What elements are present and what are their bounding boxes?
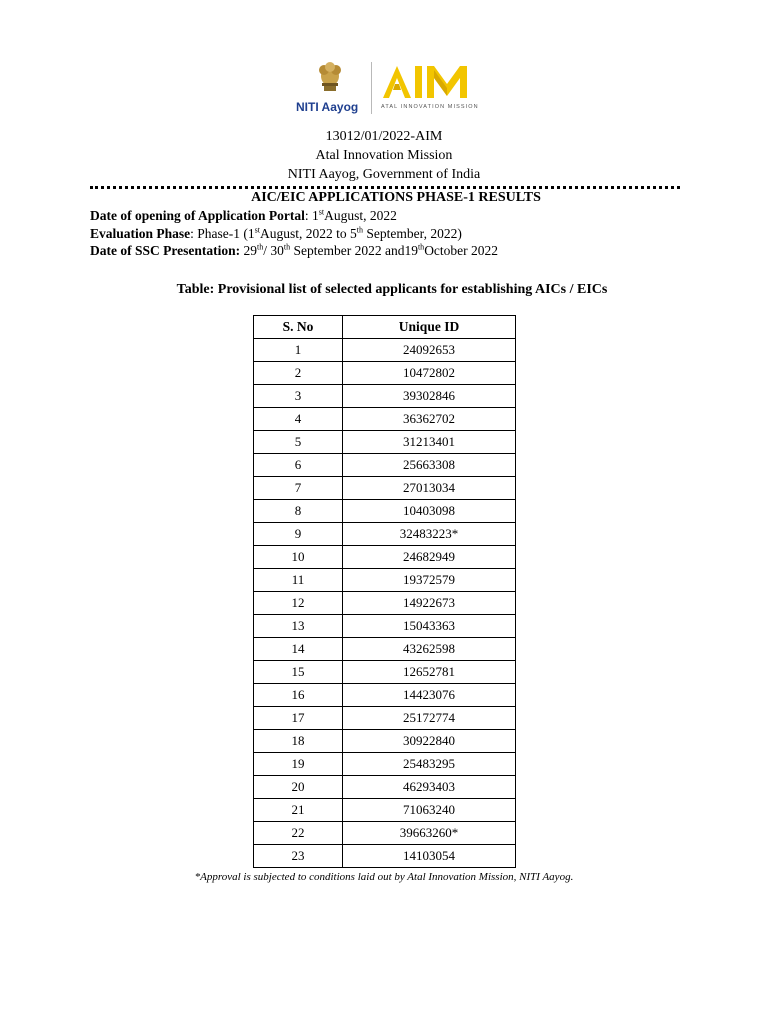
serial-number-cell: 18 [254, 730, 343, 753]
serial-number-cell: 23 [254, 845, 343, 868]
serial-number-cell: 20 [254, 776, 343, 799]
opening-date-rest: August, 2022 [324, 208, 397, 223]
unique-id-cell: 39302846 [343, 385, 516, 408]
unique-id-cell: 43262598 [343, 638, 516, 661]
unique-id-cell: 14103054 [343, 845, 516, 868]
unique-id-cell: 12652781 [343, 661, 516, 684]
table-row [254, 615, 516, 638]
table-body [254, 339, 516, 868]
serial-number-cell: 19 [254, 753, 343, 776]
unique-id-cell: 27013034 [343, 477, 516, 500]
serial-number-cell: 11 [254, 569, 343, 592]
ssc-sup-2: th [283, 242, 291, 252]
unique-id-cell: 32483223* [343, 523, 516, 546]
serial-number-cell: 17 [254, 707, 343, 730]
opening-date-sup: st [318, 207, 325, 217]
serial-number-cell: 14 [254, 638, 343, 661]
table-row [254, 500, 516, 523]
serial-number-cell: 22 [254, 822, 343, 845]
table-row [254, 454, 516, 477]
unique-id-cell: 46293403 [343, 776, 516, 799]
unique-id-cell: 71063240 [343, 799, 516, 822]
table-row [254, 523, 516, 546]
evaluation-phase-line [90, 226, 462, 242]
unique-id-cell: 24092653 [343, 339, 516, 362]
table-row [254, 845, 516, 868]
unique-id-cell: 25483295 [343, 753, 516, 776]
column-header-serial: S. No [254, 316, 343, 339]
evaluation-phase-sup-1: st [254, 225, 261, 235]
table-row [254, 776, 516, 799]
table-row [254, 661, 516, 684]
unique-id-cell: 10403098 [343, 500, 516, 523]
ssc-presentation-line [90, 243, 498, 259]
column-header-unique-id: Unique ID [343, 316, 516, 339]
serial-number-cell: 4 [254, 408, 343, 431]
serial-number-cell: 5 [254, 431, 343, 454]
evaluation-phase-suffix: September, 2022) [363, 226, 462, 241]
evaluation-phase-middle: August, 2022 to 5 [260, 226, 357, 241]
serial-number-cell: 6 [254, 454, 343, 477]
document-title: AIC/EIC APPLICATIONS PHASE-1 RESULTS [251, 190, 541, 205]
serial-number-cell: 1 [254, 339, 343, 362]
table-row [254, 707, 516, 730]
table-row [254, 684, 516, 707]
unique-id-cell: 14423076 [343, 684, 516, 707]
unique-id-cell: 19372579 [343, 569, 516, 592]
opening-date-day: 1 [312, 208, 319, 223]
reference-number: 13012/01/2022-AIM [325, 129, 443, 144]
logo-divider [371, 62, 372, 114]
table-row [254, 339, 516, 362]
ssc-sup-1: th [256, 242, 264, 252]
serial-number-cell: 12 [254, 592, 343, 615]
serial-number-cell: 8 [254, 500, 343, 523]
unique-id-cell: 14922673 [343, 592, 516, 615]
table-header-row [254, 316, 516, 339]
unique-id-cell: 30922840 [343, 730, 516, 753]
aim-logo-subtitle: ATAL INNOVATION MISSION [381, 104, 479, 110]
organization-name: NITI Aayog, Government of India [287, 167, 481, 182]
approval-footnote: *Approval is subjected to conditions laid out by Atal Innovation Mission, NITI Aayog. [194, 871, 574, 883]
table-row [254, 822, 516, 845]
serial-number-cell: 16 [254, 684, 343, 707]
aim-logo-icon [381, 64, 477, 100]
mission-name: Atal Innovation Mission [315, 148, 453, 163]
table-row [254, 592, 516, 615]
table-row [254, 730, 516, 753]
ssc-part-4: October 2022 [424, 243, 499, 258]
table-row [254, 408, 516, 431]
evaluation-phase-label: Evaluation Phase [90, 226, 191, 241]
table-row [254, 753, 516, 776]
unique-id-cell: 31213401 [343, 431, 516, 454]
table-row [254, 546, 516, 569]
serial-number-cell: 13 [254, 615, 343, 638]
serial-number-cell: 9 [254, 523, 343, 546]
table-row [254, 385, 516, 408]
table-caption: Table: Provisional list of selected applicants for establishing AICs / EICs [176, 282, 608, 297]
evaluation-phase-sup-2: th [356, 225, 364, 235]
results-table [253, 315, 516, 868]
unique-id-cell: 39663260* [343, 822, 516, 845]
table-row [254, 477, 516, 500]
table-row [254, 431, 516, 454]
unique-id-cell: 25663308 [343, 454, 516, 477]
opening-date-sep: : [304, 208, 313, 223]
serial-number-cell: 3 [254, 385, 343, 408]
serial-number-cell: 7 [254, 477, 343, 500]
serial-number-cell: 21 [254, 799, 343, 822]
opening-date-line [90, 208, 397, 224]
header-logo [296, 58, 486, 118]
ssc-part-2: / 30 [263, 243, 284, 258]
header-divider [90, 186, 680, 189]
evaluation-phase-sep: : [190, 226, 198, 241]
unique-id-cell: 24682949 [343, 546, 516, 569]
national-emblem-icon [312, 58, 348, 94]
ssc-part-3: September 2022 and19 [290, 243, 418, 258]
ssc-presentation-label: Date of SSC Presentation: [90, 243, 241, 258]
serial-number-cell: 10 [254, 546, 343, 569]
ssc-part-1: 29 [240, 243, 257, 258]
niti-aayog-logo-text: NITI Aayog [296, 100, 359, 114]
table-row [254, 638, 516, 661]
opening-date-label: Date of opening of Application Portal [90, 208, 305, 223]
table-row [254, 799, 516, 822]
serial-number-cell: 2 [254, 362, 343, 385]
ssc-sup-3: th [417, 242, 425, 252]
table-row [254, 362, 516, 385]
serial-number-cell: 15 [254, 661, 343, 684]
table-row [254, 569, 516, 592]
unique-id-cell: 36362702 [343, 408, 516, 431]
evaluation-phase-prefix: Phase-1 (1 [197, 226, 255, 241]
unique-id-cell: 10472802 [343, 362, 516, 385]
unique-id-cell: 15043363 [343, 615, 516, 638]
unique-id-cell: 25172774 [343, 707, 516, 730]
